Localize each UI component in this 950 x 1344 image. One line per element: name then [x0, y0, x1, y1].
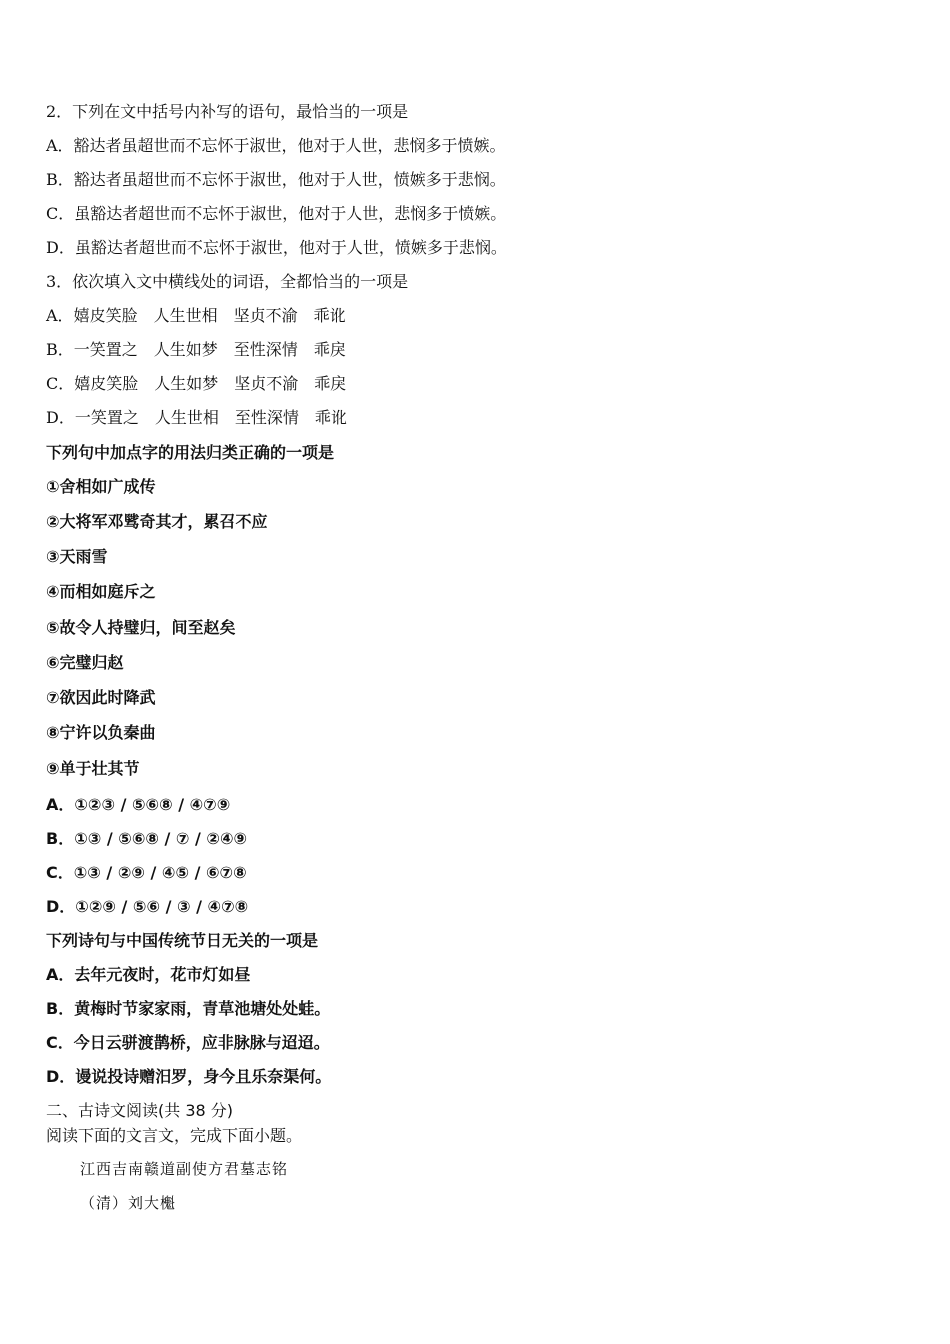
option-word: 人生如梦 — [154, 374, 219, 393]
option-word: 坚贞不渝 — [234, 374, 299, 393]
option-word: 坚贞不渝 — [233, 306, 298, 325]
q2-option-b: B．豁达者虽超世而不忘怀于淑世，他对于人世，愤嫉多于悲悯。 — [46, 170, 506, 189]
q4-item-7: ⑦欲因此时降武 — [46, 688, 156, 707]
q4-option-a: A．①②③ / ⑤⑥⑧ / ④⑦⑨ — [46, 795, 231, 814]
q3-stem: 3．依次填入文中横线处的词语，全都恰当的一项是 — [46, 272, 409, 291]
option-label: B． — [46, 340, 74, 359]
option-word: 乖戾 — [314, 374, 347, 393]
option-word: 至性深情 — [233, 340, 298, 359]
option-word: 一笑置之 — [73, 340, 138, 359]
q5-option-b: B．黄梅时节家家雨，青草池塘处处蛙。 — [46, 999, 331, 1018]
q4-stem: 下列句中加点字的用法归类正确的一项是 — [46, 443, 335, 462]
option-label: C． — [46, 374, 75, 393]
q4-option-b: B．①③ / ⑤⑥⑧ / ⑦ / ②④⑨ — [46, 829, 248, 848]
q4-item-1: ①舍相如广成传 — [46, 477, 156, 496]
option-word: 嬉皮笑脸 — [73, 306, 138, 325]
q3-option-d — [46, 408, 347, 428]
q3-option-b — [46, 340, 346, 360]
q2-stem: 2．下列在文中括号内补写的语句，最恰当的一项是 — [46, 102, 409, 121]
passage-author: （清）刘大櫆 — [80, 1194, 177, 1212]
option-word: 人生世相 — [153, 306, 218, 325]
option-label: A． — [46, 306, 74, 325]
q2-option-c: C．虽豁达者超世而不忘怀于淑世，他对于人世，悲悯多于愤嫉。 — [46, 204, 507, 223]
q4-item-6: ⑥完璧归赵 — [46, 653, 124, 672]
q4-item-5: ⑤故令人持璧归，间至赵矣 — [46, 618, 236, 637]
option-word: 嬉皮笑脸 — [74, 374, 139, 393]
q4-item-8: ⑧宁许以负秦曲 — [46, 723, 156, 742]
q4-item-4: ④而相如庭斥之 — [46, 582, 156, 601]
option-word: 乖戾 — [313, 340, 346, 359]
q4-option-d: D．①②⑨ / ⑤⑥ / ③ / ④⑦⑧ — [46, 897, 249, 916]
option-word: 乖讹 — [313, 306, 346, 325]
q4-item-3: ③天雨雪 — [46, 547, 108, 566]
option-label: D． — [46, 408, 75, 427]
q3-option-c — [46, 374, 346, 394]
option-word: 人生世相 — [154, 408, 219, 427]
q4-item-9: ⑨单于壮其节 — [46, 759, 140, 778]
option-word: 一笑置之 — [74, 408, 139, 427]
option-word: 至性深情 — [234, 408, 299, 427]
q5-option-a: A．去年元夜时，花市灯如昼 — [46, 965, 251, 984]
q4-option-c: C．①③ / ②⑨ / ④⑤ / ⑥⑦⑧ — [46, 863, 247, 882]
passage-title: 江西吉南赣道副使方君墓志铭 — [80, 1160, 289, 1178]
q5-option-c: C．今日云骈渡鹊桥，应非脉脉与迢迢。 — [46, 1033, 330, 1052]
q3-option-a — [46, 306, 346, 326]
q4-item-2: ②大将军邓骘奇其才，累召不应 — [46, 512, 268, 531]
q5-option-d: D．谩说投诗赠汨罗，身今且乐奈渠何。 — [46, 1067, 332, 1086]
section-heading: 二、古诗文阅读(共 38 分) — [46, 1101, 234, 1120]
option-word: 乖讹 — [314, 408, 347, 427]
q5-stem: 下列诗句与中国传统节日无关的一项是 — [46, 931, 319, 950]
q2-option-d: D．虽豁达者超世而不忘怀于淑世，他对于人世，愤嫉多于悲悯。 — [46, 238, 507, 257]
section-instruction: 阅读下面的文言文，完成下面小题。 — [46, 1126, 303, 1145]
option-word: 人生如梦 — [153, 340, 218, 359]
q2-option-a: A．豁达者虽超世而不忘怀于淑世，他对于人世，悲悯多于愤嫉。 — [46, 136, 506, 155]
